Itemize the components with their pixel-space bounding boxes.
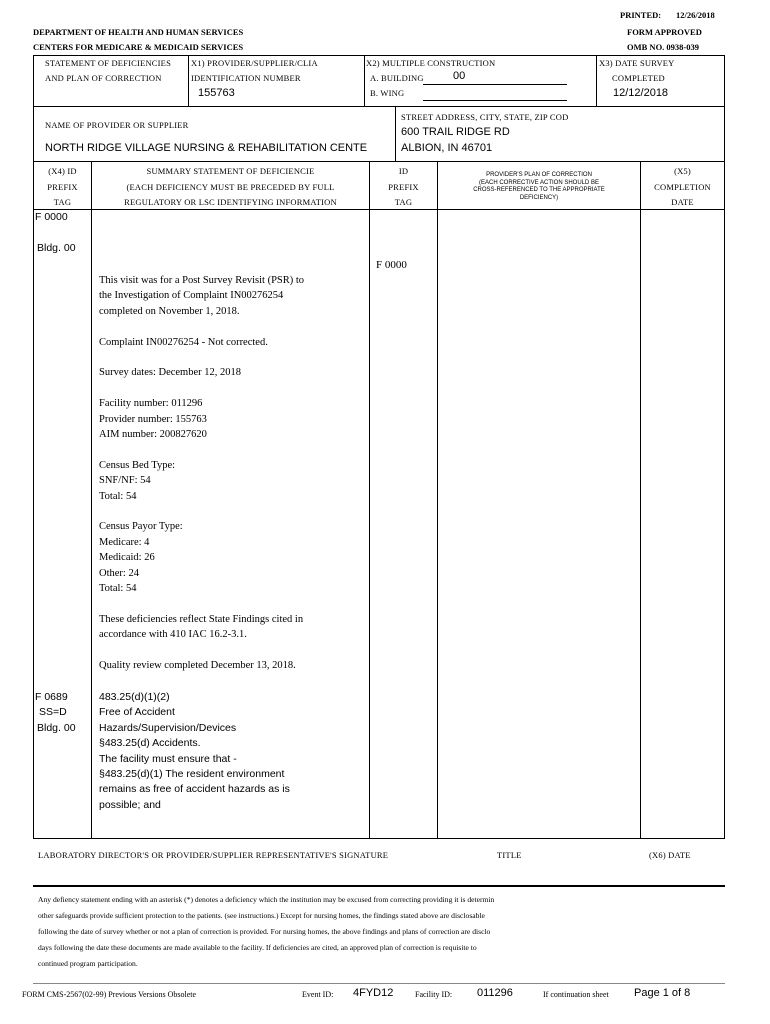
id-prefix-tag-1: F 0000 [376, 259, 407, 271]
signature-label: LABORATORY DIRECTOR'S OR PROVIDER/SUPPLIER REPRESENTATIVE'S SIGNATURE [38, 850, 389, 860]
summary-statement-1 [99, 273, 304, 673]
rule [33, 885, 725, 887]
summary-line: Free of Accident [99, 706, 175, 719]
title-label: TITLE [497, 850, 522, 860]
plan-header-1: PROVIDER'S PLAN OF CORRECTION [486, 172, 592, 178]
summary-line: accordance with 410 IAC 16.2-3.1. [99, 629, 247, 641]
summary-line [99, 442, 304, 457]
prefix-tag-2-line: SS=D [39, 706, 67, 719]
multiple-construction-label: X2) MULTIPLE CONSTRUCTION [366, 58, 496, 68]
continuation-label: If continuation sheet [543, 990, 609, 999]
box2-line2: IDENTIFICATION NUMBER [191, 73, 301, 83]
summary-line [99, 319, 304, 334]
summary-line: the Investigation of Complaint IN00276254 [99, 290, 284, 302]
plan-header-4: DEFICIENCY) [519, 194, 559, 201]
summary-line: Census Bed Type: [99, 459, 176, 471]
event-id-value: 4FYD12 [353, 987, 394, 999]
summary-header-3: REGULATORY OR LSC IDENTIFYING INFORMATION [124, 197, 337, 207]
x4-header-2: PREFIX [47, 182, 78, 192]
rule [91, 161, 92, 838]
omb-number: OMB NO. 0938-039 [627, 42, 700, 52]
rule [395, 106, 396, 161]
rule [364, 55, 365, 106]
summary-line: §483.25(d) Accidents. [99, 737, 201, 750]
summary-line: The facility must ensure that - [99, 752, 237, 765]
summary-line: Total: 54 [99, 490, 137, 502]
summary-line: Other: 24 [99, 567, 139, 579]
form-approved: FORM APPROVED [627, 27, 702, 37]
rule [33, 106, 725, 107]
rule [640, 161, 641, 838]
date-survey-label: X3) DATE SURVEY [599, 58, 675, 68]
box1-line1: STATEMENT OF DEFICIENCIES [45, 58, 172, 68]
address-label: STREET ADDRESS, CITY, STATE, ZIP COD [401, 112, 569, 122]
department-title: DEPARTMENT OF HEALTH AND HUMAN SERVICES [33, 27, 244, 37]
summary-line: This visit was for a Post Survey Revisit (PSR) to [99, 275, 305, 286]
summary-line [99, 643, 304, 658]
centers-title: CENTERS FOR MEDICARE & MEDICAID SERVICES [33, 42, 244, 52]
rule [596, 55, 597, 106]
disclaimer [38, 892, 728, 972]
summary-line: Medicare: 4 [99, 536, 150, 548]
summary-line: Facility number: 011296 [99, 398, 203, 410]
building-label: A. BUILDING [370, 73, 424, 83]
provider-id-value: 155763 [198, 87, 235, 99]
summary-header-2: (EACH DEFICIENCY MUST BE PRECEDED BY FULL [126, 182, 335, 192]
summary-line: Total: 54 [99, 583, 137, 595]
summary-line [99, 381, 304, 396]
disclaimer-line: days following the date these documents are made available to the facility. If deficiencies are cited, an approved plan of correction is requisite to [38, 943, 477, 952]
summary-line: Complaint IN00276254 - Not corrected. [99, 336, 268, 348]
facility-id-value: 011296 [477, 987, 513, 999]
provider-name: NORTH RIDGE VILLAGE NURSING & REHABILITATION CENTE [45, 142, 368, 154]
disclaimer-line: continued program participation. [38, 959, 138, 968]
summary-line [99, 350, 304, 365]
prefix-tag-1: F 0000 [35, 211, 68, 223]
summary-line: possible; and [99, 798, 161, 811]
box1-line2: AND PLAN OF CORRECTION [45, 73, 162, 83]
date-completed-value: 12/12/2018 [613, 87, 669, 99]
rule [423, 84, 567, 85]
id-header-1: ID [398, 166, 409, 176]
summary-line: Provider number: 155763 [99, 413, 207, 425]
id-header-2: PREFIX [388, 182, 419, 192]
plan-header [438, 172, 640, 202]
prefix-tag-2-line: Bldg. 00 [37, 721, 76, 734]
rule [33, 983, 725, 984]
printed-date: 12/26/2018 [676, 10, 715, 20]
rule [33, 55, 725, 56]
plan-header-3: CROSS-REFERENCED TO THE APPROPRIATE [473, 187, 605, 193]
rule [33, 838, 725, 839]
summary-line: Quality review completed December 13, 2018. [99, 660, 296, 672]
x5-header-1: (X5) [674, 166, 691, 176]
rule [437, 161, 438, 838]
summary-line: §483.25(d)(1) The resident environment [99, 768, 285, 781]
id-header-3: TAG [394, 197, 413, 207]
rule [33, 161, 725, 162]
printed-label: PRINTED: [620, 10, 662, 20]
page-number: Page 1 of 8 [634, 987, 691, 999]
rule [423, 100, 567, 101]
summary-line: remains as free of accident hazards as is [99, 783, 290, 796]
provider-name-label: NAME OF PROVIDER OR SUPPLIER [45, 120, 189, 130]
summary-line: SNF/NF: 54 [99, 475, 151, 487]
x4-header-1: (X4) ID [48, 166, 77, 176]
rule [369, 161, 370, 838]
summary-line: completed on November 1, 2018. [99, 305, 240, 317]
summary-line [99, 504, 304, 519]
address-line1: 600 TRAIL RIDGE RD [401, 126, 510, 138]
prefix-tag-2 [35, 690, 76, 736]
summary-line: Survey dates: December 12, 2018 [99, 367, 242, 379]
summary-line: 483.25(d)(1)(2) [99, 691, 170, 703]
rule [724, 55, 725, 838]
x4-header-3: TAG [53, 197, 72, 207]
rule [188, 55, 189, 106]
rule [33, 209, 725, 210]
facility-id-label: Facility ID: [415, 990, 453, 999]
signature-date-label: (X6) DATE [649, 850, 691, 860]
building-value: 00 [453, 70, 466, 82]
disclaimer-line: following the date of survey whether or not a plan of correction is provided. For nursing homes, the above findings and plans of correction are disclo [38, 927, 491, 936]
address-line2: ALBION, IN 46701 [401, 142, 493, 154]
disclaimer-line: Any defiency statement ending with an asterisk (*) denotes a deficiency which the institution may be excused from correcting providing it is determin [38, 895, 495, 904]
event-id-label: Event ID: [302, 990, 334, 999]
summary-line [99, 596, 304, 611]
summary-header-1: SUMMARY STATEMENT OF DEFICIENCIE [146, 166, 315, 176]
summary-line: These deficiencies reflect State Findings cited in [99, 613, 304, 625]
summary-line: Census Payor Type: [99, 521, 183, 533]
summary-line: Medicaid: 26 [99, 552, 155, 564]
disclaimer-line: other safeguards provide sufficient protection to the patients. (see instructions.) Except for nursing homes, the findings stated above are disclosable [38, 911, 485, 920]
building-tag-1: Bldg. 00 [37, 242, 76, 254]
summary-statement-2 [99, 690, 290, 813]
completed-label: COMPLETED [612, 73, 665, 83]
summary-line: AIM number: 200827620 [99, 429, 207, 441]
x5-header-2: COMPLETION [654, 182, 711, 192]
box2-line1: X1) PROVIDER/SUPPLIER/CLIA [191, 58, 318, 68]
wing-label: B. WING [370, 88, 405, 98]
form-number: FORM CMS-2567(02-99) Previous Versions Obsolete [22, 990, 197, 999]
prefix-tag-2-line: F 0689 [35, 691, 68, 703]
x5-header-3: DATE [671, 197, 694, 207]
summary-line: Hazards/Supervision/Devices [99, 721, 237, 734]
plan-header-2: (EACH CORRECTIVE ACTION SHOULD BE [478, 179, 600, 186]
